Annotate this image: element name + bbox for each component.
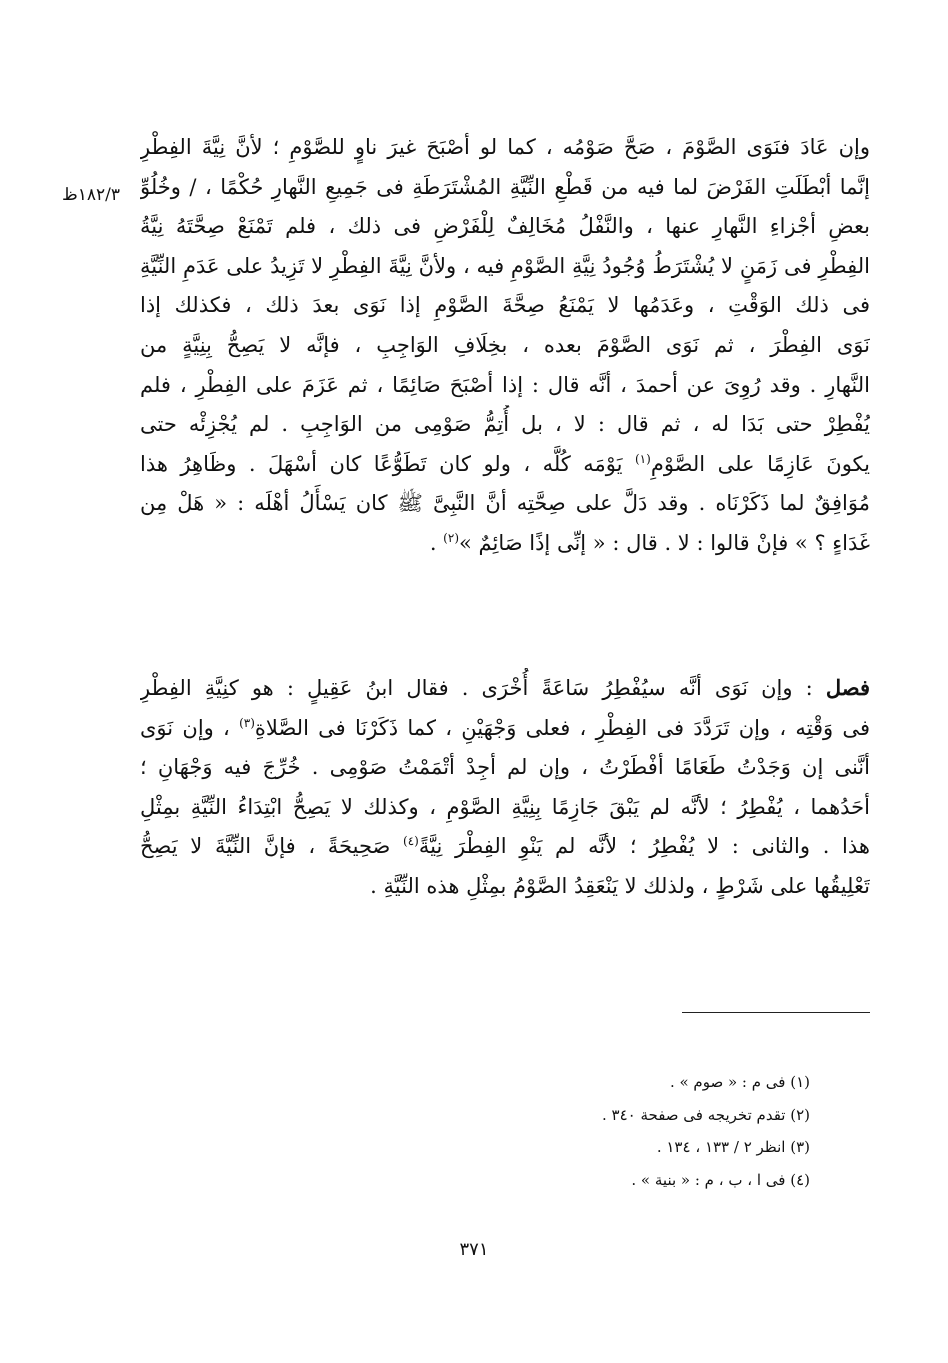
text-line: أنَّنى إن وَجَدْتُ طَعَامًا أفْطَرْتُ ، وإن لم أجِدْ أتْمَمْتُ صَوْمِى . خُرِّجَ فيه وَجْهَانِ ؛: [140, 755, 870, 780]
text-line: يكونَ عَازِمًا على الصَّوْمِ$^{(١)}$ يَوْمَه كُلَّه ، ولو كان تَطَوُّعًا كان أسْهَلَ . وظَاهِرُ هذا: [140, 451, 870, 476]
footnote-marker: (٢): [443, 530, 459, 545]
margin-reference: ١٨٢/٣ظ: [62, 185, 120, 205]
section-heading-word: فصل: [825, 675, 870, 700]
footnote: (٤) فى ا ، ب ، م : « بنية » .: [631, 1170, 810, 1189]
footnote: (٣) انظر ٢ / ١٣٣ ، ١٣٤ .: [656, 1138, 810, 1156]
paragraph-2: [140, 668, 870, 907]
text-line: نَوَى الفِطْرَ ، ثم نَوَى الصَّوْمَ بعده ، بخِلَافِ الوَاجِبِ ، فإنَّه لا يَصِحُّ بِنِيَّةٍ من: [140, 332, 870, 357]
text-line: وإن عَادَ فنَوَى الصَّوْمَ ، صَحَّ صَوْمُه ، كما لو أصْبَحَ غيرَ ناوٍ للصَّوْمِ ؛ لأنَّ نِيَّةَ الفِطْرِ: [140, 135, 870, 159]
text-line: مُوَافِقٌ لما ذَكَرْنَاه . وقد دَلَّ على صِحَّتِه أنَّ النَّبِىَّ ﷺ كان يَسْأَلُ أهْلَه : « هَلْ مِن: [140, 491, 870, 516]
text-line: إنَّما أبْطَلَتِ الفَرْضَ لما فيه من قَطْعِ النِّيَّةِ المُشْتَرَطَةِ فى جَمِيعِ النَّهارِ حُكْمًا ، / وخُلُوِّ: [140, 174, 870, 199]
footnote-separator: [682, 1012, 870, 1013]
paragraph-1: [140, 128, 870, 564]
footnotes: [300, 1066, 810, 1196]
page-number: ٣٧١: [459, 1239, 489, 1260]
text-line: النَّهارِ . وقد رُوِىَ عن أحمدَ ، أنَّه قال : إذا أصْبَحَ صَائِمًا ، ثم عَزَمَ على الفِطْرِ ، فلم: [140, 372, 870, 397]
text-line: تَعْلِيقُها على شَرْطٍ ، ولذلك لا يَنْعَقِدُ الصَّوْمُ بمِثْلِ هذه النِّيَّةِ .: [370, 873, 870, 898]
text-line: أحَدُهما ، يُفْطِرُ ؛ لأنَّه لم يَبْقَ جَازِمًا بِنِيَّةِ الصَّوْمِ ، وكذلك لا يَصِحُّ ابْتِدَاءُ النِّيَّةِ بمِثْلِ: [140, 794, 870, 819]
footnote-marker: (٣): [239, 715, 255, 730]
text-line: بعضِ أجْزاءِ النَّهارِ عنها ، والنَّفْلُ مُخَالِفٌ لِلْفَرْضِ فى ذلك ، فلم تَمْنَعْ صِحَّتَهُ نِيَّةُ: [140, 214, 870, 239]
text-line: غَدَاءٍ ؟ » فإنْ قالوا : لا . قال : « إنِّى إذًا صَائِمٌ »$^{(٢)}$ .: [429, 530, 870, 555]
text-line: الفِطْرِ فى زَمَنٍ لا يُشْتَرَطُ وُجُودُ نِيَّةِ الصَّوْمِ فيه ، ولأنَّ نِيَّةَ الفِطْرِ لا تَزِيدُ على عَدَمِ النِّيَّةِ: [140, 253, 870, 278]
footnote: (١) فى م : « صوم » .: [669, 1073, 810, 1091]
text-line: يُفْطِرْ حتى بَدَا له ، ثم قال : لا ، بل أُتِمُّ صَوْمِى من الوَاجِبِ . لم يُجْزِئْه حتى: [140, 412, 870, 437]
text-line: فى ذلك الوَقْتِ ، وعَدَمُها لا يَمْنَعُ صِحَّةَ الصَّوْمِ إذا نَوَى بعدَ ذلك ، فكذلك إذا: [140, 293, 870, 318]
footnote-marker: (١): [634, 451, 651, 466]
footnote-marker: (٤): [403, 834, 419, 849]
text-line: : وإن نَوَى أنَّه سيُفْطِرُ سَاعَةً أُخْرَى . فقال ابنُ عَقِيلٍ : هو كنِيَّةِ الفِطْرِ: [140, 676, 813, 700]
text-line: هذا . والثانى : لا يُفْطِرُ ؛ لأنَّه لم يَنْوِ الفِطْرَ نِيَّةً$^{(٤)}$ صَحِيحَةً ، فإنَّ النِّيَّةَ لا يَصِحُّ: [140, 834, 870, 859]
footnote: (٢) تقدم تخريجه فى صفحة ٣٤٠ .: [601, 1105, 810, 1124]
text-line: فى وَقْتِه ، وإن تَرَدَّدَ فى الفِطْرِ ، فعلى وَجْهَيْنِ ، كما ذَكَرْنَا فى الصَّلاةِ$^{(٣)}$ ، وإن نَوَى: [140, 715, 870, 740]
text-line-first: [140, 668, 870, 709]
